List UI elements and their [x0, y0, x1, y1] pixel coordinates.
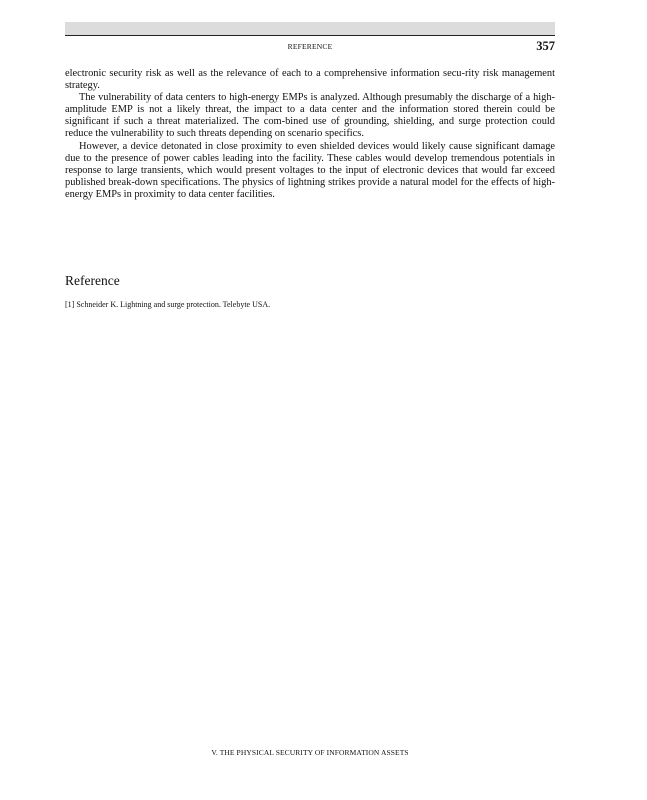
header-bar — [65, 22, 555, 35]
running-title: REFERENCE — [287, 42, 333, 51]
reference-heading: Reference — [65, 273, 120, 288]
header-rule — [65, 35, 555, 36]
page-number: 357 — [536, 39, 555, 53]
paragraph-2: The vulnerability of data centers to high-energy EMPs is analyzed. Although presumably the discharge of a high-amplitude EMP is not a likely threat, the impact to a data center and the information stored therein could be significant if such a threat materialized. The com-bined use of grounding, shielding, and surge protection could reduce the vulnerability to such threats depending on scenario specifics. — [65, 92, 555, 140]
reference-list — [65, 300, 555, 310]
running-head — [65, 40, 555, 54]
reference-item: [1] Schneider K. Lightning and surge protection. Telebyte USA. — [65, 300, 271, 309]
page-footer: V. THE PHYSICAL SECURITY OF INFORMATION ASSETS — [211, 748, 409, 757]
paragraph-3: However, a device detonated in close proximity to even shielded devices would likely cause significant damage due to the presence of power cables leading into the facility. These cables would develop tremendous potentials in response to large transients, which would present voltages to the input of electronic devices that would far exceed published break-down specifications. The physics of lightning strikes provide a natural model for the effects of high-energy EMPs in proximity to data center facilities. — [65, 140, 555, 200]
body-text — [65, 68, 555, 201]
paragraph-1: electronic security risk as well as the relevance of each to a comprehensive information secu-rity risk management strategy. — [65, 68, 555, 92]
